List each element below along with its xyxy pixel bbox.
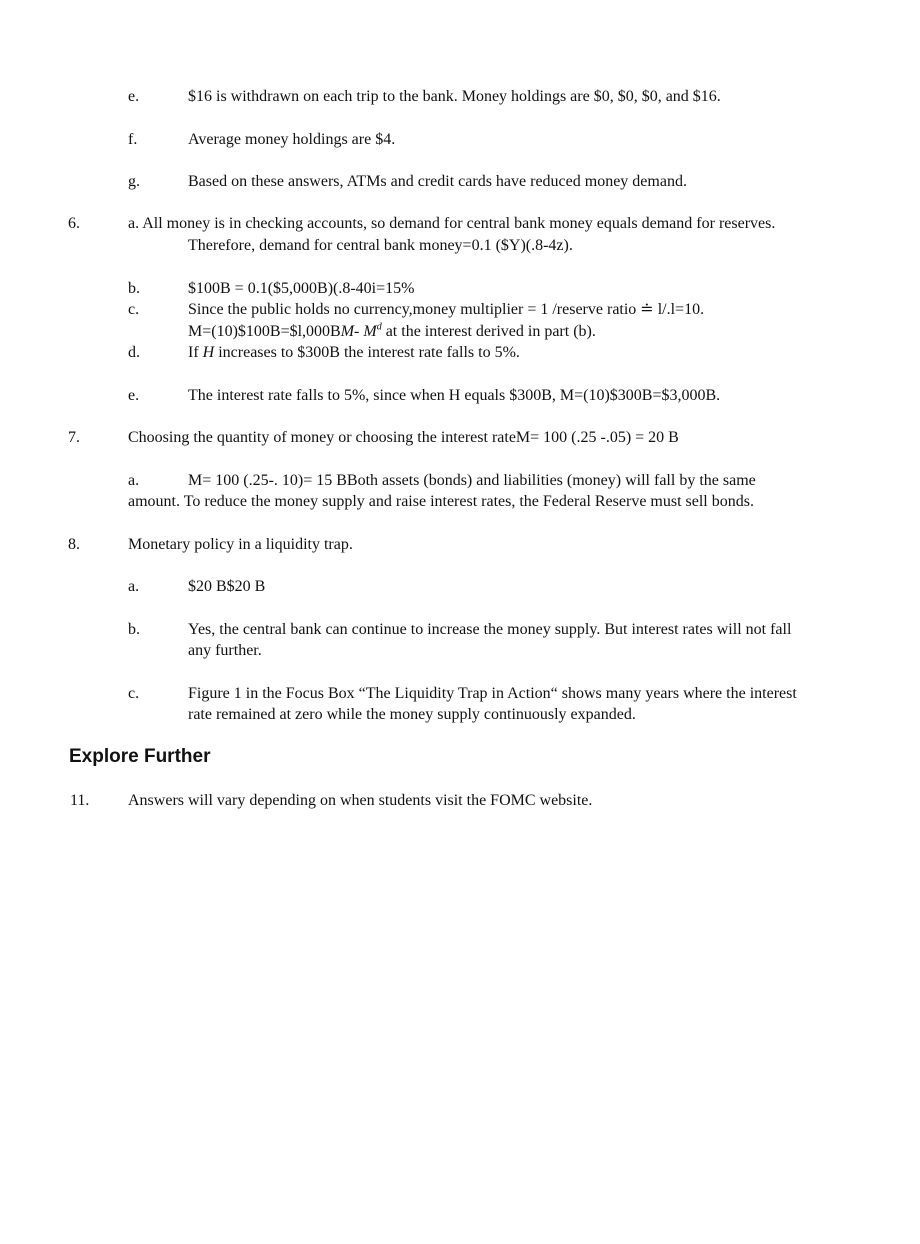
question-text: Monetary policy in a liquidity trap. bbox=[128, 536, 353, 553]
item-text: $100B = 0.1($5,000B)(.8-40i=15% bbox=[188, 280, 415, 297]
answer-8b-line2: any further. bbox=[188, 642, 262, 659]
answer-6c-line2 bbox=[188, 321, 596, 343]
item-label: b. bbox=[128, 621, 140, 638]
item-text: Since the public holds no currency,money multiplier = 1 /reserve ratio ≐ l/.l=10. bbox=[188, 301, 705, 318]
answer-6a-line2: Therefore, demand for central bank money=0.1 ($Y)(.8-4z). bbox=[188, 237, 573, 254]
item-text: Figure 1 in the Focus Box “The Liquidity Trap in Action“ shows many years where the interest bbox=[188, 685, 797, 702]
equation-prefix: M=(10)$100B=$l,000B bbox=[188, 323, 341, 340]
question-number: 8. bbox=[68, 536, 80, 553]
item-label: e. bbox=[128, 387, 140, 404]
item-text: $20 B$20 B bbox=[188, 578, 266, 595]
answer-6a-line1: a. All money is in checking accounts, so demand for central bank money equals demand for reserves. bbox=[128, 215, 776, 232]
item-text: M= 100 (.25-. 10)= 15 BBoth assets (bonds) and liabilities (money) will fall by the same bbox=[188, 472, 756, 489]
answer-8c-line2: rate remained at zero while the money supply continuously expanded. bbox=[188, 706, 636, 723]
item-label: a. bbox=[128, 472, 140, 489]
item-label: c. bbox=[128, 685, 140, 702]
text-prefix: If bbox=[188, 344, 203, 361]
item-text: Average money holdings are $4. bbox=[188, 131, 396, 148]
item-label: e. bbox=[128, 88, 140, 105]
money-symbol: M bbox=[340, 323, 355, 340]
question-number: 6. bbox=[68, 215, 80, 232]
question-number: 7. bbox=[68, 429, 80, 446]
item-text bbox=[188, 342, 520, 364]
question-text: Answers will vary depending on when students visit the FOMC website. bbox=[128, 792, 593, 809]
section-heading: Explore Further bbox=[69, 746, 211, 767]
question-number: 11. bbox=[70, 792, 90, 809]
item-label: b. bbox=[128, 280, 140, 297]
item-text: The interest rate falls to 5%, since when H equals $300B, M=(10)$300B=$3,000B. bbox=[188, 387, 721, 404]
answer-7a-line2: amount. To reduce the money supply and raise interest rates, the Federal Reserve must sell bonds. bbox=[128, 493, 754, 510]
item-label: d. bbox=[128, 344, 140, 361]
item-label: c. bbox=[128, 301, 140, 318]
h-symbol: H bbox=[202, 344, 215, 361]
money-demand-symbol: M bbox=[363, 323, 377, 340]
item-label: a. bbox=[128, 578, 140, 595]
equation-suffix: at the interest derived in part (b). bbox=[381, 323, 596, 340]
superscript-d: d bbox=[376, 321, 382, 333]
item-label: g. bbox=[128, 173, 140, 190]
question-text: Choosing the quantity of money or choosing the interest rateM= 100 (.25 -.05) = 20 B bbox=[128, 429, 679, 446]
minus-sign: - bbox=[354, 323, 364, 340]
item-text: $16 is withdrawn on each trip to the bank. Money holdings are $0, $0, $0, and $16. bbox=[188, 88, 721, 105]
item-label: f. bbox=[128, 131, 138, 148]
text-suffix: increases to $300B the interest rate falls to 5%. bbox=[214, 344, 520, 361]
item-text: Based on these answers, ATMs and credit cards have reduced money demand. bbox=[188, 173, 687, 190]
item-text: Yes, the central bank can continue to increase the money supply. But interest rates will not fall bbox=[188, 621, 792, 638]
